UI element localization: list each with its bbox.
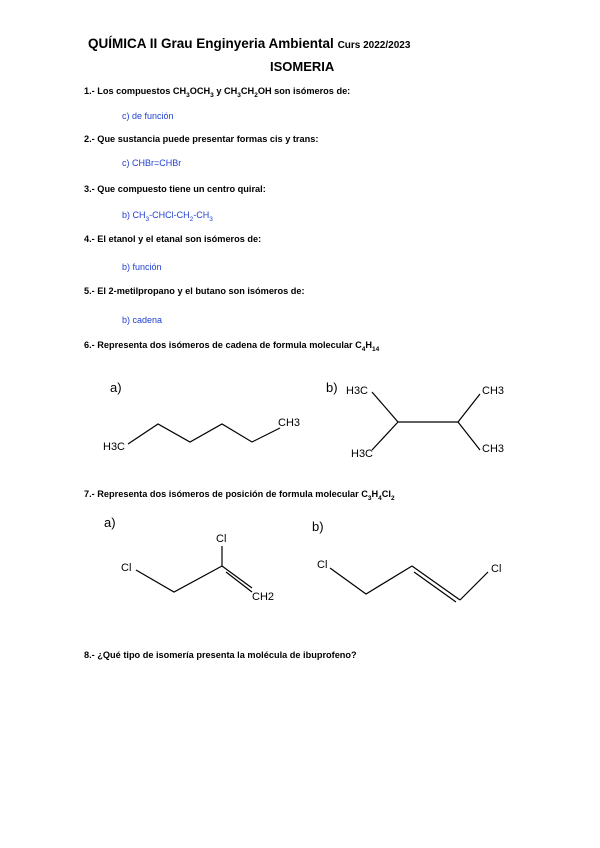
subscript: 3: [367, 494, 372, 502]
question-number: 1.-: [84, 86, 95, 96]
answer-4: b) función: [122, 262, 162, 272]
double-bond-1: [222, 566, 252, 588]
answer-5: b) cadena: [122, 315, 163, 325]
question-3: [84, 184, 266, 194]
group-h3c-bottom: H3C: [351, 448, 374, 460]
group-ch3-top: CH3: [482, 385, 505, 397]
hexane-chain: [128, 424, 280, 444]
answer-text: -CHCl-CH: [149, 210, 190, 220]
subscript: 3: [210, 91, 214, 99]
question-text: y CH: [213, 86, 238, 96]
dichloropropene-b-chain: [330, 566, 412, 594]
branch-bond-right: [458, 422, 480, 450]
isomer-drawings-q7: [0, 512, 600, 612]
answer-text: b) CH: [122, 210, 146, 220]
page-title: [88, 36, 410, 51]
isomer-drawings-q6: [0, 370, 600, 470]
cl-left: Cl: [121, 562, 132, 574]
subscript: 4: [361, 345, 366, 353]
double-bond-b1: [412, 566, 460, 600]
answer-text: -CH: [193, 210, 210, 220]
question-6: [84, 340, 379, 353]
answer-1: c) de función: [122, 111, 174, 121]
question-text: H: [365, 340, 373, 350]
question-4: [84, 234, 261, 244]
double-bond-b2: [414, 572, 456, 602]
cl-left-b: Cl: [317, 559, 328, 571]
course-text: Curs 2022/2023: [337, 40, 411, 51]
page-subtitle: ISOMERIA: [270, 59, 335, 74]
question-text: CH: [240, 86, 255, 96]
question-text: Cl: [381, 489, 391, 499]
question-number: 3.-: [84, 184, 95, 194]
question-text: El etanol y el etanal son isómeros de:: [97, 234, 262, 244]
question-text: OCH: [189, 86, 211, 96]
question-text: Los compuestos CH: [97, 86, 187, 96]
question-1: [84, 86, 350, 99]
subscript: 2: [189, 215, 194, 223]
group-h3c: H3C: [103, 441, 126, 453]
title-text: QUÍMICA II Grau Enginyeria Ambiental: [88, 36, 334, 51]
label-b: b): [312, 519, 324, 534]
label-a: a): [110, 380, 122, 395]
answer-3: [122, 210, 213, 223]
answer-2: c) CHBr=CHBr: [122, 158, 182, 168]
subscript: 14: [372, 345, 380, 353]
question-5: [84, 286, 305, 296]
subscript: 2: [254, 91, 258, 99]
branched-chain-top: [372, 392, 480, 422]
question-number: 8.-: [84, 650, 95, 660]
question-text: El 2-metilpropano y el butano son isómeros de:: [97, 286, 305, 296]
cl-right-b: Cl: [491, 563, 502, 575]
question-text: ¿Qué tipo de isomería presenta la molécula de ibuprofeno?: [97, 650, 357, 660]
cl-top: Cl: [216, 533, 227, 545]
question-number: 5.-: [84, 286, 95, 296]
question-8: [84, 650, 357, 660]
question-text: Que sustancia puede presentar formas cis y trans:: [97, 134, 319, 144]
subscript: 4: [378, 494, 382, 502]
c-cl-bond-b: [460, 572, 488, 600]
branch-bond-left: [372, 422, 398, 450]
question-text: OH son isómeros de:: [257, 86, 351, 96]
subscript: 3: [186, 91, 190, 99]
group-ch3: CH3: [278, 417, 301, 429]
label-a: a): [104, 515, 116, 530]
dichloropropene-a-chain: [136, 566, 222, 592]
subscript: 3: [145, 215, 150, 223]
question-7: [84, 489, 395, 502]
question-number: 7.-: [84, 489, 95, 499]
double-bond-2: [226, 572, 252, 592]
question-text: Representa dos isómeros de posición de formula molecular C: [97, 489, 368, 499]
subscript: 2: [390, 494, 395, 502]
subscript: 3: [209, 215, 213, 223]
question-number: 4.-: [84, 234, 95, 244]
group-ch3-bottom: CH3: [482, 443, 505, 455]
question-text: Representa dos isómeros de cadena de formula molecular C: [97, 340, 362, 350]
question-number: 2.-: [84, 134, 95, 144]
question-text: H: [371, 489, 379, 499]
group-h3c-top: H3C: [346, 385, 369, 397]
question-number: 6.-: [84, 340, 95, 350]
question-2: [84, 134, 318, 144]
ch2-group: CH2: [252, 591, 275, 603]
label-b: b): [326, 380, 338, 395]
subscript: 3: [237, 91, 241, 99]
question-text: Que compuesto tiene un centro quiral:: [97, 184, 266, 194]
